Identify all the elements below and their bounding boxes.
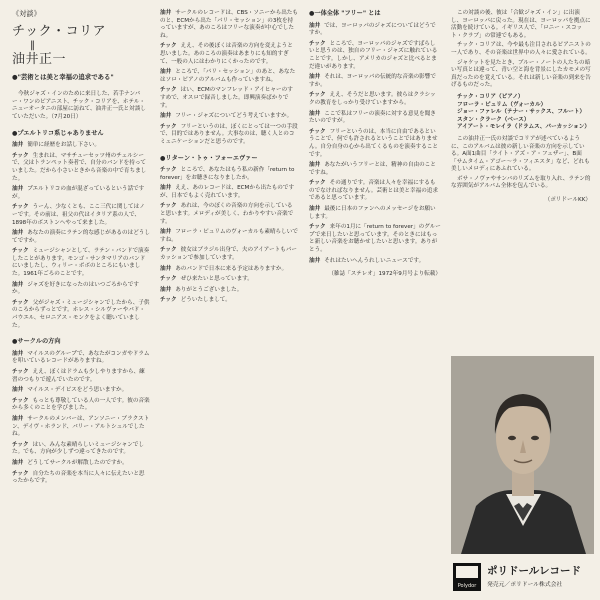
speaker-name: 油井	[309, 257, 321, 264]
dialogue-turn	[12, 471, 150, 486]
dialogue-turn	[12, 442, 150, 457]
speaker-name: 油井	[309, 74, 321, 81]
dialogue-turn	[309, 111, 441, 126]
column-4	[451, 10, 591, 205]
notes-paragraph: ボサ・ノヴァやサンバのリズムを取り入れ、ラテン的な雰囲気がアルバム全体を包んでいる。	[451, 175, 591, 190]
speech-text: ジャズを好きになったのはいつごろからですか。	[12, 281, 139, 296]
section-heading: ●プエルトリコ系じゃありません	[12, 129, 104, 137]
speaker-name: チック	[160, 43, 177, 50]
speech-text: ええ、ぼくはドラムも少しやりますから、練習のつもりで遊んでいたのです。	[12, 369, 145, 383]
speech-text: フリー・ジャズについてどう考えていますか。	[175, 113, 293, 120]
notes-paragraph: この対談の後、彼は「合歓ジャズ・イン」に出演し、ヨーロッパに戻った。現在は、ヨーロッパを拠点に活動を続けている。イギリス人で、「ロニー・スコット・クラブ」の常連でもある。	[451, 10, 591, 39]
speaker-name: チック	[309, 128, 326, 135]
dialogue-turn	[12, 369, 150, 384]
speaker-name: 油井	[160, 229, 172, 236]
section-label: 《対談》	[12, 9, 41, 18]
column-3	[309, 10, 441, 279]
speech-text: では、ヨーロッパのジャズについてはどうですか。	[309, 22, 436, 37]
speaker-name: チック	[12, 152, 29, 159]
speech-text: あなたの演奏にラテン的な感じがあるのはどうしてですか。	[12, 230, 150, 244]
notes-signature: （ポリドールKK）	[544, 197, 591, 204]
dialogue-turn	[309, 180, 441, 203]
speaker-name: チック	[12, 397, 29, 404]
dialogue-turn	[12, 351, 150, 366]
dialogue-turn	[12, 460, 150, 468]
speaker-name: 油井	[12, 230, 24, 237]
speech-text: フリーというのは、本当に自由であるということで、何でも許されるということではありません。自分自身の心から出てくるものを演奏することです。	[309, 128, 438, 158]
speech-text: ええ、あのレコードは、ECMから出たものですが、日本でもよく売れています。	[160, 185, 295, 199]
speech-text: ええ、そうだと思います。彼らはクラシックの教育をしっかり受けていますから。	[309, 92, 436, 106]
speech-text: あなたがいうフリーとは、精神の自由のことですね。	[309, 162, 436, 176]
speech-text: フリーというのは、ぼくにとっては一つの手段で、目的ではありません。大事なのは、聴く人とのコミュニケーションだと思うのです。	[160, 123, 298, 145]
speech-text: 父がジャズ・ミュージシャンでしたから、子供のころからずっとです。ホレス・シルヴァーやバド・パウエル、セロニアス・モンクをよく聴いていました。	[12, 299, 150, 329]
speaker-name: 油井	[160, 185, 172, 192]
dialogue-turn	[160, 124, 298, 147]
distributor-name: 発売元／ポリドール株式会社	[487, 582, 563, 588]
speech-text: 簡単に経歴をお話し下さい。	[27, 142, 100, 149]
dialogue-turn	[160, 113, 298, 121]
personnel-item: アイアート・モレイラ（ドラムス、パーカッション）	[457, 124, 590, 131]
dialogue-turn	[309, 129, 441, 159]
speaker-name: 油井	[12, 387, 24, 394]
speech-text: はい、みんな素晴らしいミュージシャンでした。でも、方向が少しずつ違ってきたのです。	[12, 441, 145, 456]
dialogue-turn	[160, 87, 298, 110]
dialogue-turn	[160, 266, 298, 274]
dialogue-turn	[160, 297, 298, 305]
speaker-name: 油井	[12, 186, 24, 193]
speech-text: もっとも尊敬している人の一人です。彼の音楽から多くのことを学びました。	[12, 397, 150, 412]
polydor-logo-block	[453, 559, 594, 595]
personnel-item: チック・コリア（ピアノ）	[457, 93, 524, 100]
speech-text: ここで私はフリーの演奏に対する意見を聞きたいのですが。	[309, 110, 436, 125]
dialogue-turn	[12, 398, 150, 413]
speaker-name: チック	[160, 87, 177, 94]
section-heading: ●サークルの方向	[12, 338, 61, 346]
speech-text: ミュージシャンとして、ラテン・バンドで演奏したことがあります。モンゴ・サンタマリアのバンドにいましたし、ウィリー・ボボのところにもいました。1961年ごろのことです。	[12, 248, 150, 278]
interviewer-name: 油井正一	[12, 51, 67, 67]
speaker-name: 油井	[12, 415, 24, 422]
speaker-name: 油井	[309, 110, 321, 117]
speech-text: それはたいへんうれしいニュースです。	[324, 257, 425, 264]
portrait-illustration	[451, 356, 594, 554]
notes-paragraph: ジャケットを見たとき、ブルー・ノートの人たちの暗い写真とは違って、青い空と海を背景にしたカモメの写真だったのを覚えている。それは新しい音楽の到来を告げるものだった。	[451, 59, 591, 89]
speech-text: ぜひ来たいと思っています。	[180, 276, 253, 283]
dialogue-turn	[12, 387, 150, 395]
speaker-name: チック	[160, 203, 177, 210]
speaker-name: チック	[309, 40, 326, 47]
speech-text: フローラ・ピュリムのヴォーカルも素晴らしいですね。	[160, 229, 298, 243]
dialogue-turn	[160, 69, 298, 84]
speaker-name: 油井	[309, 206, 321, 213]
dialogue-turn	[309, 23, 441, 38]
source-credit: （雑誌「ステレオ」1972年9月号より転載）	[328, 271, 441, 278]
notes-paragraph: チック・コリアは、今や最も注目されるピアニストの一人であり、その音楽は世界中の人々に愛されている。	[451, 42, 591, 56]
speaker-name: 油井	[160, 10, 172, 16]
speaker-name: チック	[12, 204, 29, 211]
dialogue-turn	[309, 92, 441, 107]
speaker-name: 油井	[12, 350, 24, 357]
speech-text: サークルのメンバーは、アンソニー・ブラクストン、デイヴ・ホランド、バリー・アルトシュルでしたね。	[12, 415, 150, 438]
dialogue-turn	[12, 282, 150, 297]
dialogue-block	[160, 167, 298, 305]
speech-text: ところで、あなたはもう私の新作「return to forever」をお聴きになりましたか。	[160, 167, 295, 181]
speech-text: 来年の1月に「return to forever」のグループで来日したいと思っています。そのときにはもっと新しい音楽をお聴かせしたいと思います。ありがとう。	[309, 224, 441, 254]
dialogue-turn	[160, 229, 298, 244]
speech-text: それは、ヨーロッパの伝統的な音楽の影響ですか。	[309, 74, 436, 88]
dialogue-turn	[160, 167, 298, 182]
dialogue-block	[12, 351, 150, 486]
speaker-name: 油井	[160, 113, 172, 120]
speech-text: 生まれは、マサチューセッツ州のチェルシーで、父はトランペット奏者で、自分のバンドを持っていました。だから小さいときから音楽の中で育ちました。	[12, 152, 147, 182]
speaker-name: 油井	[309, 22, 321, 29]
speaker-name: チック	[12, 248, 29, 255]
dialogue-block	[160, 10, 298, 147]
dialogue-turn	[309, 258, 441, 266]
speaker-name: 油井	[160, 286, 172, 293]
speech-text: ところで、ヨーロッパのジャズですばらしいと思うのは、独自のフリー・ジャズに触れていることです。しかし、アメリカのジャズと比べるとまだ違いがあります。	[309, 40, 438, 70]
dialogue-turn	[309, 41, 441, 71]
dialogue-turn	[160, 43, 298, 66]
dialogue-turn	[160, 276, 298, 284]
intro-paragraph: 今秋ジャズ・インのために来日した、若手ナンバー・ワンのピアニスト、チック・コリアを、ホテル・ニューオータニの部屋に訪ねて、油井正一氏と対談していただいた。（7月20日）	[12, 91, 146, 120]
speaker-name: 油井	[309, 162, 321, 169]
personnel-item: スタン・クラーク（ベース）	[457, 116, 530, 123]
speaker-name: チック	[12, 441, 29, 448]
dialogue-turn	[309, 224, 441, 254]
artist-photo	[451, 356, 594, 554]
dialogue-turn	[12, 186, 150, 201]
speech-text: ええ、その後ぼくは音楽の方向を変えようと思いました。あのころの演奏はあまりにも知的すぎて、一般の人にはわかりにくかったのです。	[160, 43, 293, 65]
speaker-name: チック	[160, 297, 177, 304]
speaker-name: チック	[12, 470, 29, 477]
dialogue-turn	[309, 74, 441, 89]
speech-text: マイルスのグループで、あなたがコンガやドラムを叩いているレコードがありますね。	[12, 350, 150, 365]
dialogue-turn	[12, 204, 150, 227]
speech-text: うーん、少なくとも、ここ三代に関してはノーです。その前は、祖父の代はイタリア系の人で、1898年のボストンへやって来ました。	[12, 204, 145, 226]
speech-text: 彼女はブラジル出身で、夫のアイアートもパーカッションで参加しています。	[160, 247, 298, 262]
dialogue-turn	[12, 416, 150, 439]
speech-text: あれは、今のぼくの音楽の方向を示していると思います。メロディが美しく、わかりやすい音楽です。	[160, 203, 294, 225]
speaker-name: チック	[309, 180, 326, 187]
dialogue-turn	[309, 162, 441, 177]
subtitle: ●"芸術とは美と幸福の追求である"	[12, 72, 114, 81]
dialogue-turn	[12, 230, 150, 245]
column-1	[12, 10, 150, 489]
dialogue-turn	[12, 248, 150, 278]
speech-text: あのバンドで日本に来る予定はありますか。	[175, 265, 288, 272]
speaker-name: チック	[12, 299, 29, 306]
speaker-name: 油井	[12, 281, 24, 288]
section-heading: ●リターン・トゥ・フォーエヴァー	[160, 154, 258, 162]
dialogue-turn	[160, 247, 298, 262]
speech-text: プエルトリコの血が混ざっているという話ですが。	[12, 186, 145, 200]
personnel-item: ジョー・ファレル（テナー・サックス、フルート）	[457, 109, 586, 116]
speech-text: どういたしまして。	[180, 297, 231, 304]
dialogue-block	[309, 23, 441, 266]
speaker-name: チック	[160, 276, 177, 283]
title-separator: ‖	[30, 39, 35, 51]
speech-text: サークルのレコードは、CBS・ソニーから出たものと、ECMから出た「パリ・セッション」の3枚を持っていますが、あのころはフリーな演奏が中心でしたね。	[160, 10, 298, 39]
dialogue-turn	[309, 206, 441, 221]
dialogue-turn	[160, 203, 298, 226]
speech-text: ありがとうございました。	[175, 286, 243, 293]
personnel-item: フローラ・ピュリム（ヴォーカル）	[457, 101, 547, 108]
polydor-logo-icon	[453, 563, 481, 591]
dialogue-block	[12, 142, 150, 330]
speaker-name: チック	[12, 369, 29, 375]
dialogue-turn	[160, 287, 298, 295]
speech-text: マイルス・デイビスをどう思いますか。	[27, 387, 128, 394]
speaker-name: 油井	[12, 459, 24, 466]
speech-text: 最後に日本のファンへのメッセージをお願いします。	[309, 206, 436, 220]
speaker-name: 油井	[160, 69, 172, 76]
speech-text: はい、ECMのマンフレッド・アイヒャーのすすめで、オスロで録音しました。即興演奏ばかりです。	[160, 87, 293, 109]
dialogue-turn	[12, 142, 150, 150]
speaker-name: チック	[309, 92, 326, 99]
speaker-name: チック	[309, 224, 326, 231]
personnel-list	[451, 94, 591, 132]
speaker-name: 油井	[160, 265, 172, 272]
speaker-name: チック	[160, 167, 177, 174]
speech-text: ところで、「パリ・セッション」のあと、あなたはソロ・ピアノのアルバムも作っていますね。	[160, 69, 296, 83]
speech-text: 自分たちの音楽を本当に人々に伝えたいと思ったからです。	[12, 470, 145, 485]
speaker-name: 油井	[12, 142, 24, 149]
artist-name: チック・コリア	[12, 23, 107, 39]
dialogue-turn	[12, 300, 150, 330]
column-2	[160, 10, 298, 308]
dialogue-turn	[160, 10, 298, 40]
speech-text: その通りです。音楽は人々を幸福にするものでなければなりません。芸術とは美と幸福の追求であると思っています。	[309, 180, 438, 202]
label-name: ポリドールレコード	[487, 565, 582, 577]
section-heading: ●一体全体 "フリー" とは	[309, 10, 381, 17]
dialogue-turn	[160, 185, 298, 200]
speech-text: どうしてサークルが解散したのですか。	[27, 459, 128, 466]
speaker-name: チック	[160, 247, 177, 254]
notes-paragraph: この油井正一氏の対談でコリアが述べているように、このアルバムは彼の新しい音楽の方向を示している。A面1曲目「ライト・アズ・ア・フェザー」、B面「サムタイム・アゴー〜ラ・フィエスタ」など、どれも美しいメロディにあふれている。	[451, 135, 590, 173]
speaker-name: チック	[160, 123, 177, 130]
logo-brand-text: Polydor	[457, 583, 477, 589]
dialogue-turn	[12, 153, 150, 183]
